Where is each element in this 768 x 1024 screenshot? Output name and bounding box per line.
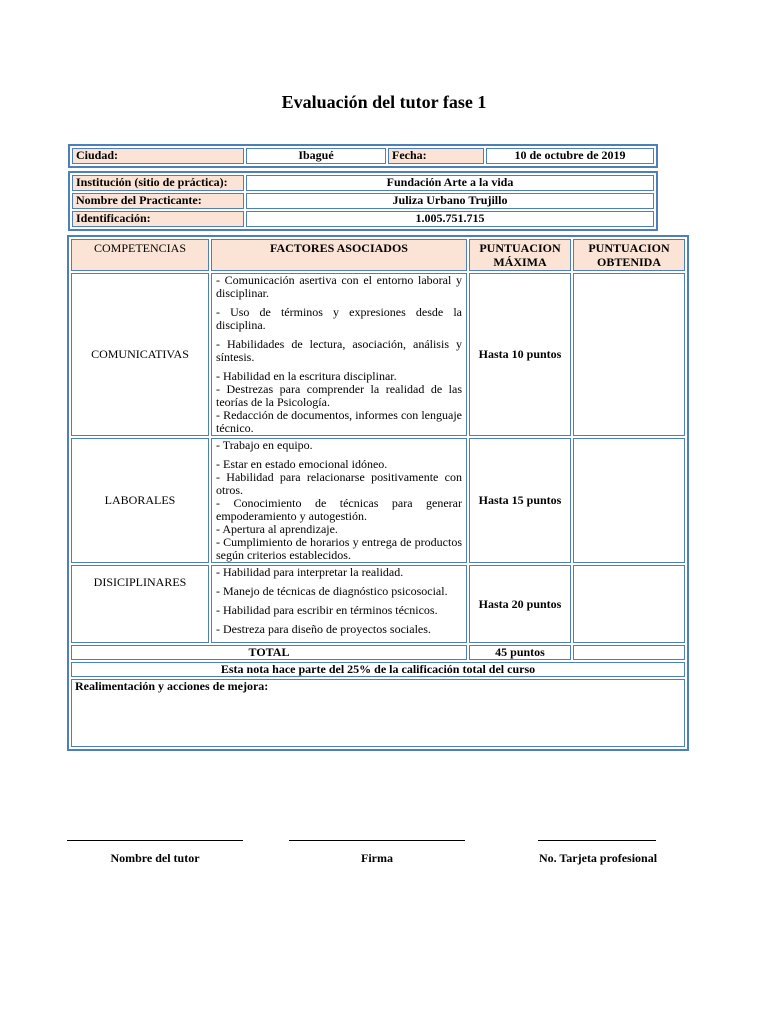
evaluation-table [67,235,689,751]
puntuacion-maxima-cell: Hasta 15 puntos [469,438,571,563]
info-row-practicante [72,193,654,209]
signature-line [538,840,656,848]
competencia-cell: DISICIPLINARES [71,565,209,643]
factor-item: - Habilidad en la escritura disciplinar. [216,369,397,383]
signature-line [289,840,465,848]
factor-item: - Destrezas para comprender la realidad de las teorías de la Psicología. [216,382,462,409]
factores-cell [211,565,467,643]
header-puntuacion-maxima: PUNTUACION MÁXIMA [469,239,571,271]
header-competencias: COMPETENCIAS [71,239,209,271]
factor-item: - Uso de términos y expresiones desde la disciplina. [216,305,462,332]
identificacion-value: 1.005.751.715 [246,211,654,227]
factor-item: - Estar en estado emocional idóneo. [216,457,388,471]
signature-tarjeta [532,840,664,866]
factor-item: - Comunicación asertiva con el entorno laboral y disciplinar. [216,273,462,300]
feedback-label: Realimentación y acciones de mejora: [75,679,269,693]
info-row-institucion [72,175,654,191]
signature-tarjeta-label: No. Tarjeta profesional [538,851,658,865]
info-table [68,144,658,168]
page-title: Evaluación del tutor fase 1 [281,92,487,112]
puntuacion-maxima-cell: Hasta 20 puntos [469,565,571,643]
practicante-value: Juliza Urbano Trujillo [246,193,654,209]
factor-item: - Destreza para diseño de proyectos sociales. [216,622,431,636]
factor-item: - Habilidades de lectura, asociación, análisis y síntesis. [216,337,462,364]
factor-item: - Habilidad para interpretar la realidad. [216,565,404,579]
factores-cell [211,273,467,436]
puntuacion-obtenida-cell[interactable] [573,273,685,436]
factor-item: - Apertura al aprendizaje. [216,522,338,536]
note-text: Esta nota hace parte del 25% de la calificación total del curso [71,662,685,677]
factor-item: - Redacción de documentos, informes con lenguaje técnico. [216,408,462,435]
identificacion-label: Identificación: [72,211,244,227]
factor-item: - Conocimiento de técnicas para generar empoderamiento y autogestión. [216,496,462,523]
row-comunicativas [71,273,685,436]
puntuacion-obtenida-cell[interactable] [573,565,685,643]
fecha-value: 10 de octubre de 2019 [486,148,654,164]
factor-item: - Habilidad para escribir en términos técnicos. [216,603,438,617]
factores-cell [211,438,467,563]
info-row-identificacion [72,211,654,227]
signature-firma-label: Firma [361,851,393,865]
fecha-label: Fecha: [388,148,484,164]
factor-item: - Habilidad para relacionarse positivamente con otros. [216,470,462,497]
signature-tutor-label: Nombre del tutor [110,851,200,865]
factor-item: - Trabajo en equipo. [216,438,313,452]
puntuacion-obtenida-cell[interactable] [573,438,685,563]
signature-tutor [67,840,243,866]
signature-line [67,840,243,848]
signature-firma [289,840,465,866]
total-label: TOTAL [71,645,467,660]
puntuacion-maxima-cell: Hasta 10 puntos [469,273,571,436]
institucion-value: Fundación Arte a la vida [246,175,654,191]
competencia-cell: LABORALES [71,438,209,563]
total-value: 45 puntos [469,645,571,660]
row-disciplinares [71,565,685,643]
total-obtenida-cell[interactable] [573,645,685,660]
feedback-field[interactable] [71,679,685,747]
competencia-cell: COMUNICATIVAS [71,273,209,436]
info-row-ciudad [72,148,654,164]
ciudad-value: Ibagué [246,148,386,164]
header-row [71,239,685,271]
factor-item: - Manejo de técnicas de diagnóstico psicosocial. [216,584,448,598]
header-factores: FACTORES ASOCIADOS [211,239,467,271]
factor-item: - Cumplimiento de horarios y entrega de productos según criterios establecidos. [216,535,462,562]
header-puntuacion-obtenida: PUNTUACION OBTENIDA [573,239,685,271]
ciudad-label: Ciudad: [72,148,244,164]
note-row [71,662,685,677]
total-row [71,645,685,660]
practicante-label: Nombre del Practicante: [72,193,244,209]
info-table-2 [68,171,658,231]
row-laborales [71,438,685,563]
institucion-label: Institución (sitio de práctica): [72,175,244,191]
feedback-row [71,679,685,747]
